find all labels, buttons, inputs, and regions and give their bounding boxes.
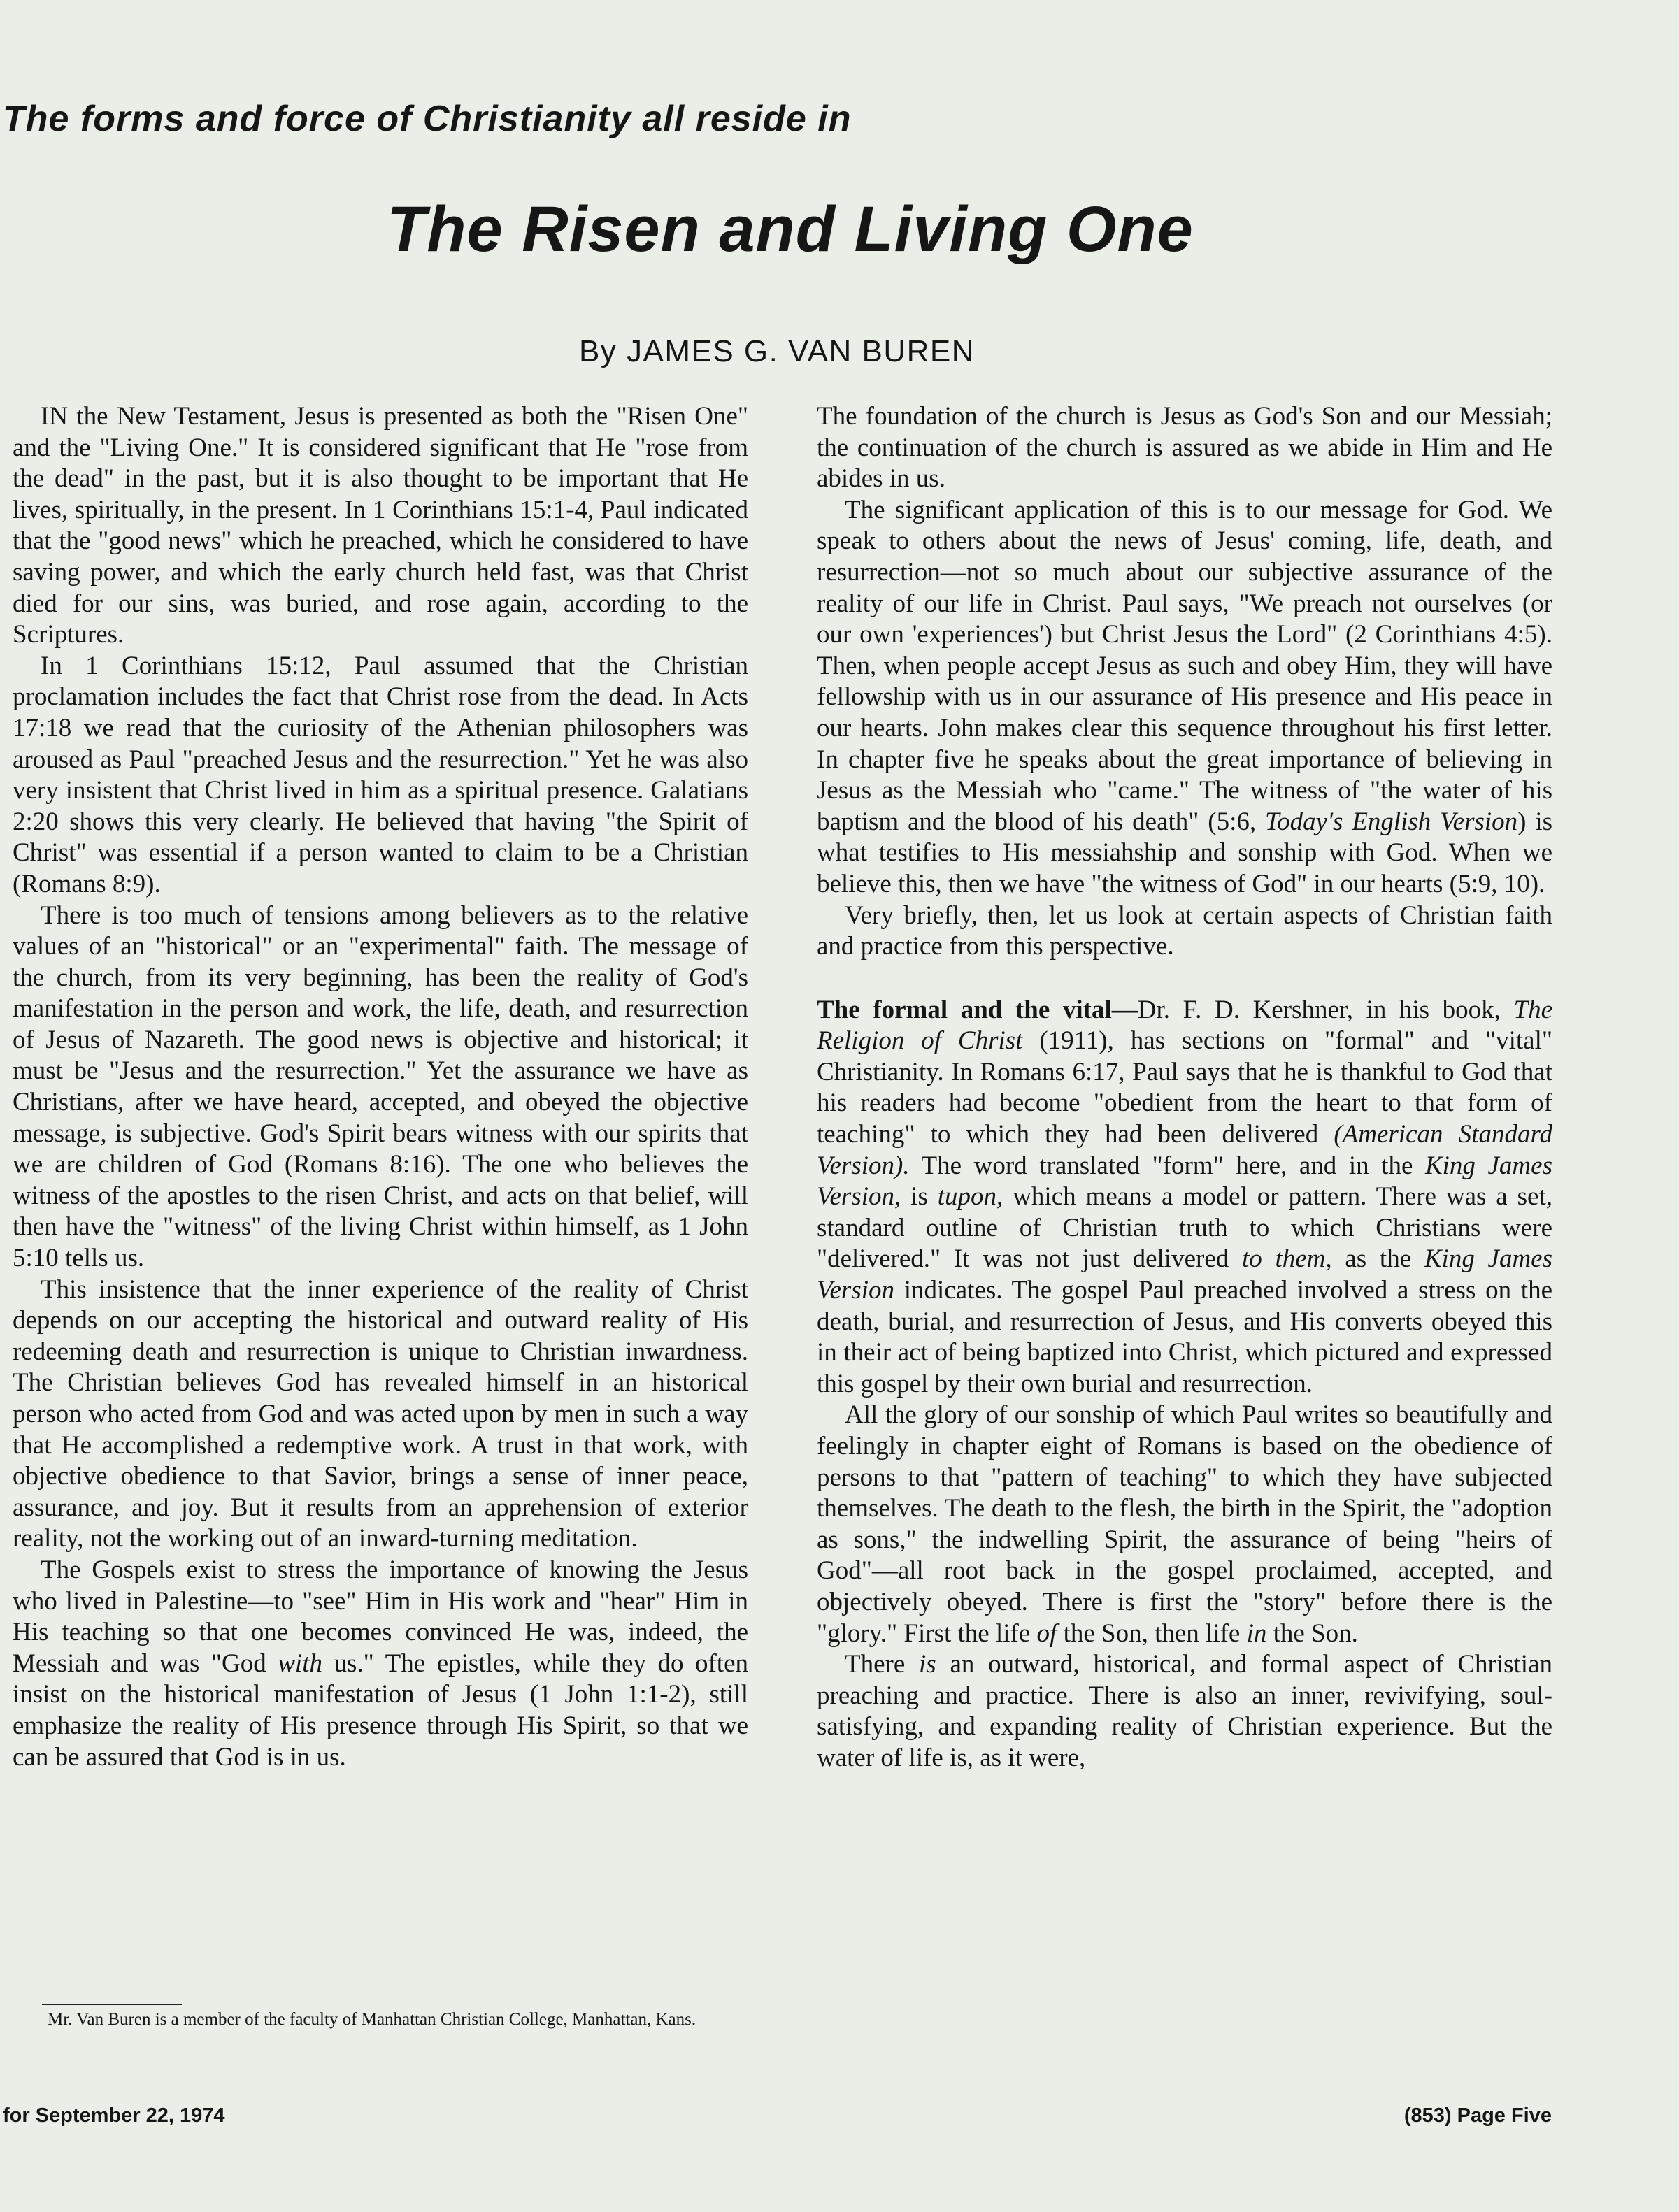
text-run: is <box>901 1182 938 1212</box>
section-paragraph <box>817 995 1552 1400</box>
paragraph: The foundation of the church is Jesus as God's Son and our Messiah; the continuation of the church is assured as we abide in Him and He abides in us. <box>817 402 1552 494</box>
emphasis: tupon, <box>937 1182 1003 1212</box>
paragraph: Very briefly, then, let us look at certain aspects of Christian faith and practice from this perspective. <box>817 900 1552 961</box>
text-run: the Son. <box>1266 1618 1358 1648</box>
text-run: us." The epistles, while they do often insist on the historical manifestation of Jesus (1 John 1:1-2), still emphasize the reality of His presence through His Spirit, so that we can be assured that God is in us. <box>13 1649 748 1772</box>
paragraph: This insistence that the inner experience of the reality of Christ depends on our accepting the historical and outward reality of His redeeming death and resurrection is unique to Christian inwardness. The Christian believes God has revealed himself in an historical person who acted from God and was acted upon by men in such a way that He accomplished a redemptive work. A trust in that work, with objective obedience to that Savior, brings a sense of inner peace, assurance, and joy. But it results from an apprehension of exterior reality, not the working out of an inward-turning meditation. <box>13 1274 748 1553</box>
text-run: which means a model or pattern. There was a set, standard outline of Christian truth to which Christians were "delivered." It was not just delivered <box>817 1182 1552 1274</box>
emphasis: King James Version <box>817 1244 1553 1305</box>
emphasis: The Religion of Christ <box>817 995 1552 1056</box>
emphasis: King James Version, <box>817 1151 1552 1212</box>
footer-page-number: (853) Page Five <box>1403 2104 1552 2127</box>
text-run: There <box>845 1650 920 1679</box>
emphasis: of <box>1036 1618 1057 1648</box>
text-run: The Gospels exist to stress the importance of knowing the Jesus who lived in Palestine—to "see" Him in His work and "hear" Him in His teaching so that one becomes convinced He was, indeed, the Messiah and was "God <box>13 1555 748 1678</box>
emphasis: to them, <box>1241 1244 1332 1274</box>
emphasis: in <box>1246 1618 1267 1648</box>
text-run: ) is what testifies to His messiahship and sonship with God. When we believe this, then we have "the witness of God" in our hearts (5:9, 10). <box>817 807 1553 898</box>
emphasis: is <box>919 1650 936 1679</box>
text-run: the Son, then life <box>1057 1618 1247 1648</box>
section-heading: The formal and the vital— <box>817 995 1138 1024</box>
text-run: The word translated "form" here, and in the <box>909 1151 1425 1180</box>
paragraph <box>13 1555 748 1773</box>
author-footnote: Mr. Van Buren is a member of the faculty of Manhattan Christian College, Manhattan, Kans. <box>48 2010 696 2029</box>
left-column <box>13 401 748 1773</box>
emphasis: with <box>278 1649 322 1678</box>
article-title: The Risen and Living One <box>387 194 1194 265</box>
text-run: indicates. The gospel Paul preached involved a stress on the death, burial, and resurrection of Jesus, and His converts obeyed this in their act of being baptized into Christ, which pictured and expressed this gospel by their own burial and resurrection. <box>817 1276 1552 1398</box>
paragraph: There is too much of tensions among believers as to the relative values of an "historical" or an "experimental" faith. The message of the church, from its very beginning, has been the reality of God's manifestation in the person and work, the life, death, and resurrection of Jesus of Nazareth. The good news is objective and historical; it must be "Jesus and the resurrection." Yet the assurance we have as Christians, after we have heard, accepted, and obeyed the objective message, is subjective. God's Spirit bears witness with our spirits that we are children of God (Romans 8:16). The one who believes the witness of the apostles to the risen Christ, and acts on that belief, will then have the "witness" of the living Christ within himself, as 1 John 5:10 tells us. <box>13 900 748 1273</box>
paragraph <box>817 1649 1552 1774</box>
article-byline: By JAMES G. VAN BUREN <box>578 334 976 368</box>
right-column <box>817 401 1552 1774</box>
paragraph: IN the New Testament, Jesus is presented as both the "Risen One" and the "Living One." It is considered significant that He "rose from the dead" in the past, but it is also thought to be important that He lives, spiritually, in the present. In 1 Corinthians 15:1-4, Paul indicated that the "good news" which he preached, which he considered to have saving power, and which the early church held fast, was that Christ died for our sins, was buried, and rose again, according to the Scriptures. <box>13 402 748 649</box>
article-kicker: The forms and force of Christianity all reside in <box>3 99 852 139</box>
text-run: as the <box>1331 1244 1424 1274</box>
paragraph: In 1 Corinthians 15:12, Paul assumed that the Christian proclamation includes the fact that Christ rose from the dead. In Acts 17:18 we read that the curiosity of the Athenian philosophers was aroused as Paul "preached Jesus and the resurrection." Yet he was also very insistent that Christ lived in him as a spiritual presence. Galatians 2:20 shows this very clearly. He believed that having "the Spirit of Christ" was essential if a person wanted to claim to be a Christian (Romans 8:9). <box>13 651 748 898</box>
footnote-rule <box>42 2004 182 2005</box>
text-run: The significant application of this is to our message for God. We speak to others about the news of Jesus' coming, life, death, and resurrection—not so much about our subjective assurance of the reality of our life in Christ. Paul says, "We preach not ourselves (or our own 'experiences') but Christ Jesus the Lord" (2 Corinthians 4:5). Then, when people accept Jesus as such and obey Him, they will have fellowship with us in our assurance of His presence and His peace in our hearts. John makes clear this sequence throughout his first letter. In chapter five he speaks about the great importance of believing in Jesus as the Messiah who "came." The witness of "the water of his baptism and the blood of his death" (5:6, <box>817 495 1552 836</box>
paragraph <box>817 495 1552 900</box>
footer-date: for September 22, 1974 <box>3 2104 225 2127</box>
text-run: an outward, historical, and formal aspect of Christian preaching and practice. There is also an inner, revivifying, soul-satisfying, and expanding reality of Christian experience. But the water of life is, as it were, <box>817 1650 1552 1772</box>
emphasis: (American Standard Version). <box>817 1120 1552 1180</box>
emphasis: Today's English Version <box>1264 807 1518 836</box>
text-run: (1911), has sections on "formal" and "vital" Christianity. In Romans 6:17, Paul says that he is thankful to God that his readers had become "obedient from the heart to that form of teaching" to which they had been delivered <box>817 1026 1552 1149</box>
text-run: Dr. F. D. Kershner, in his book, <box>1137 995 1514 1024</box>
paragraph <box>817 1400 1552 1649</box>
text-run: All the glory of our sonship of which Paul writes so beautifully and feelingly in chapter eight of Romans is based on the obedience of persons to that "pattern of teaching" to which they have subjected themselves. The death to the flesh, the birth in the Spirit, the "adoption as sons," the indwelling Spirit, the assurance of being "heirs of God"—all root back in the gospel proclaimed, accepted, and objectively obeyed. There is first the "story" before there is the "glory." First the life <box>817 1400 1552 1648</box>
